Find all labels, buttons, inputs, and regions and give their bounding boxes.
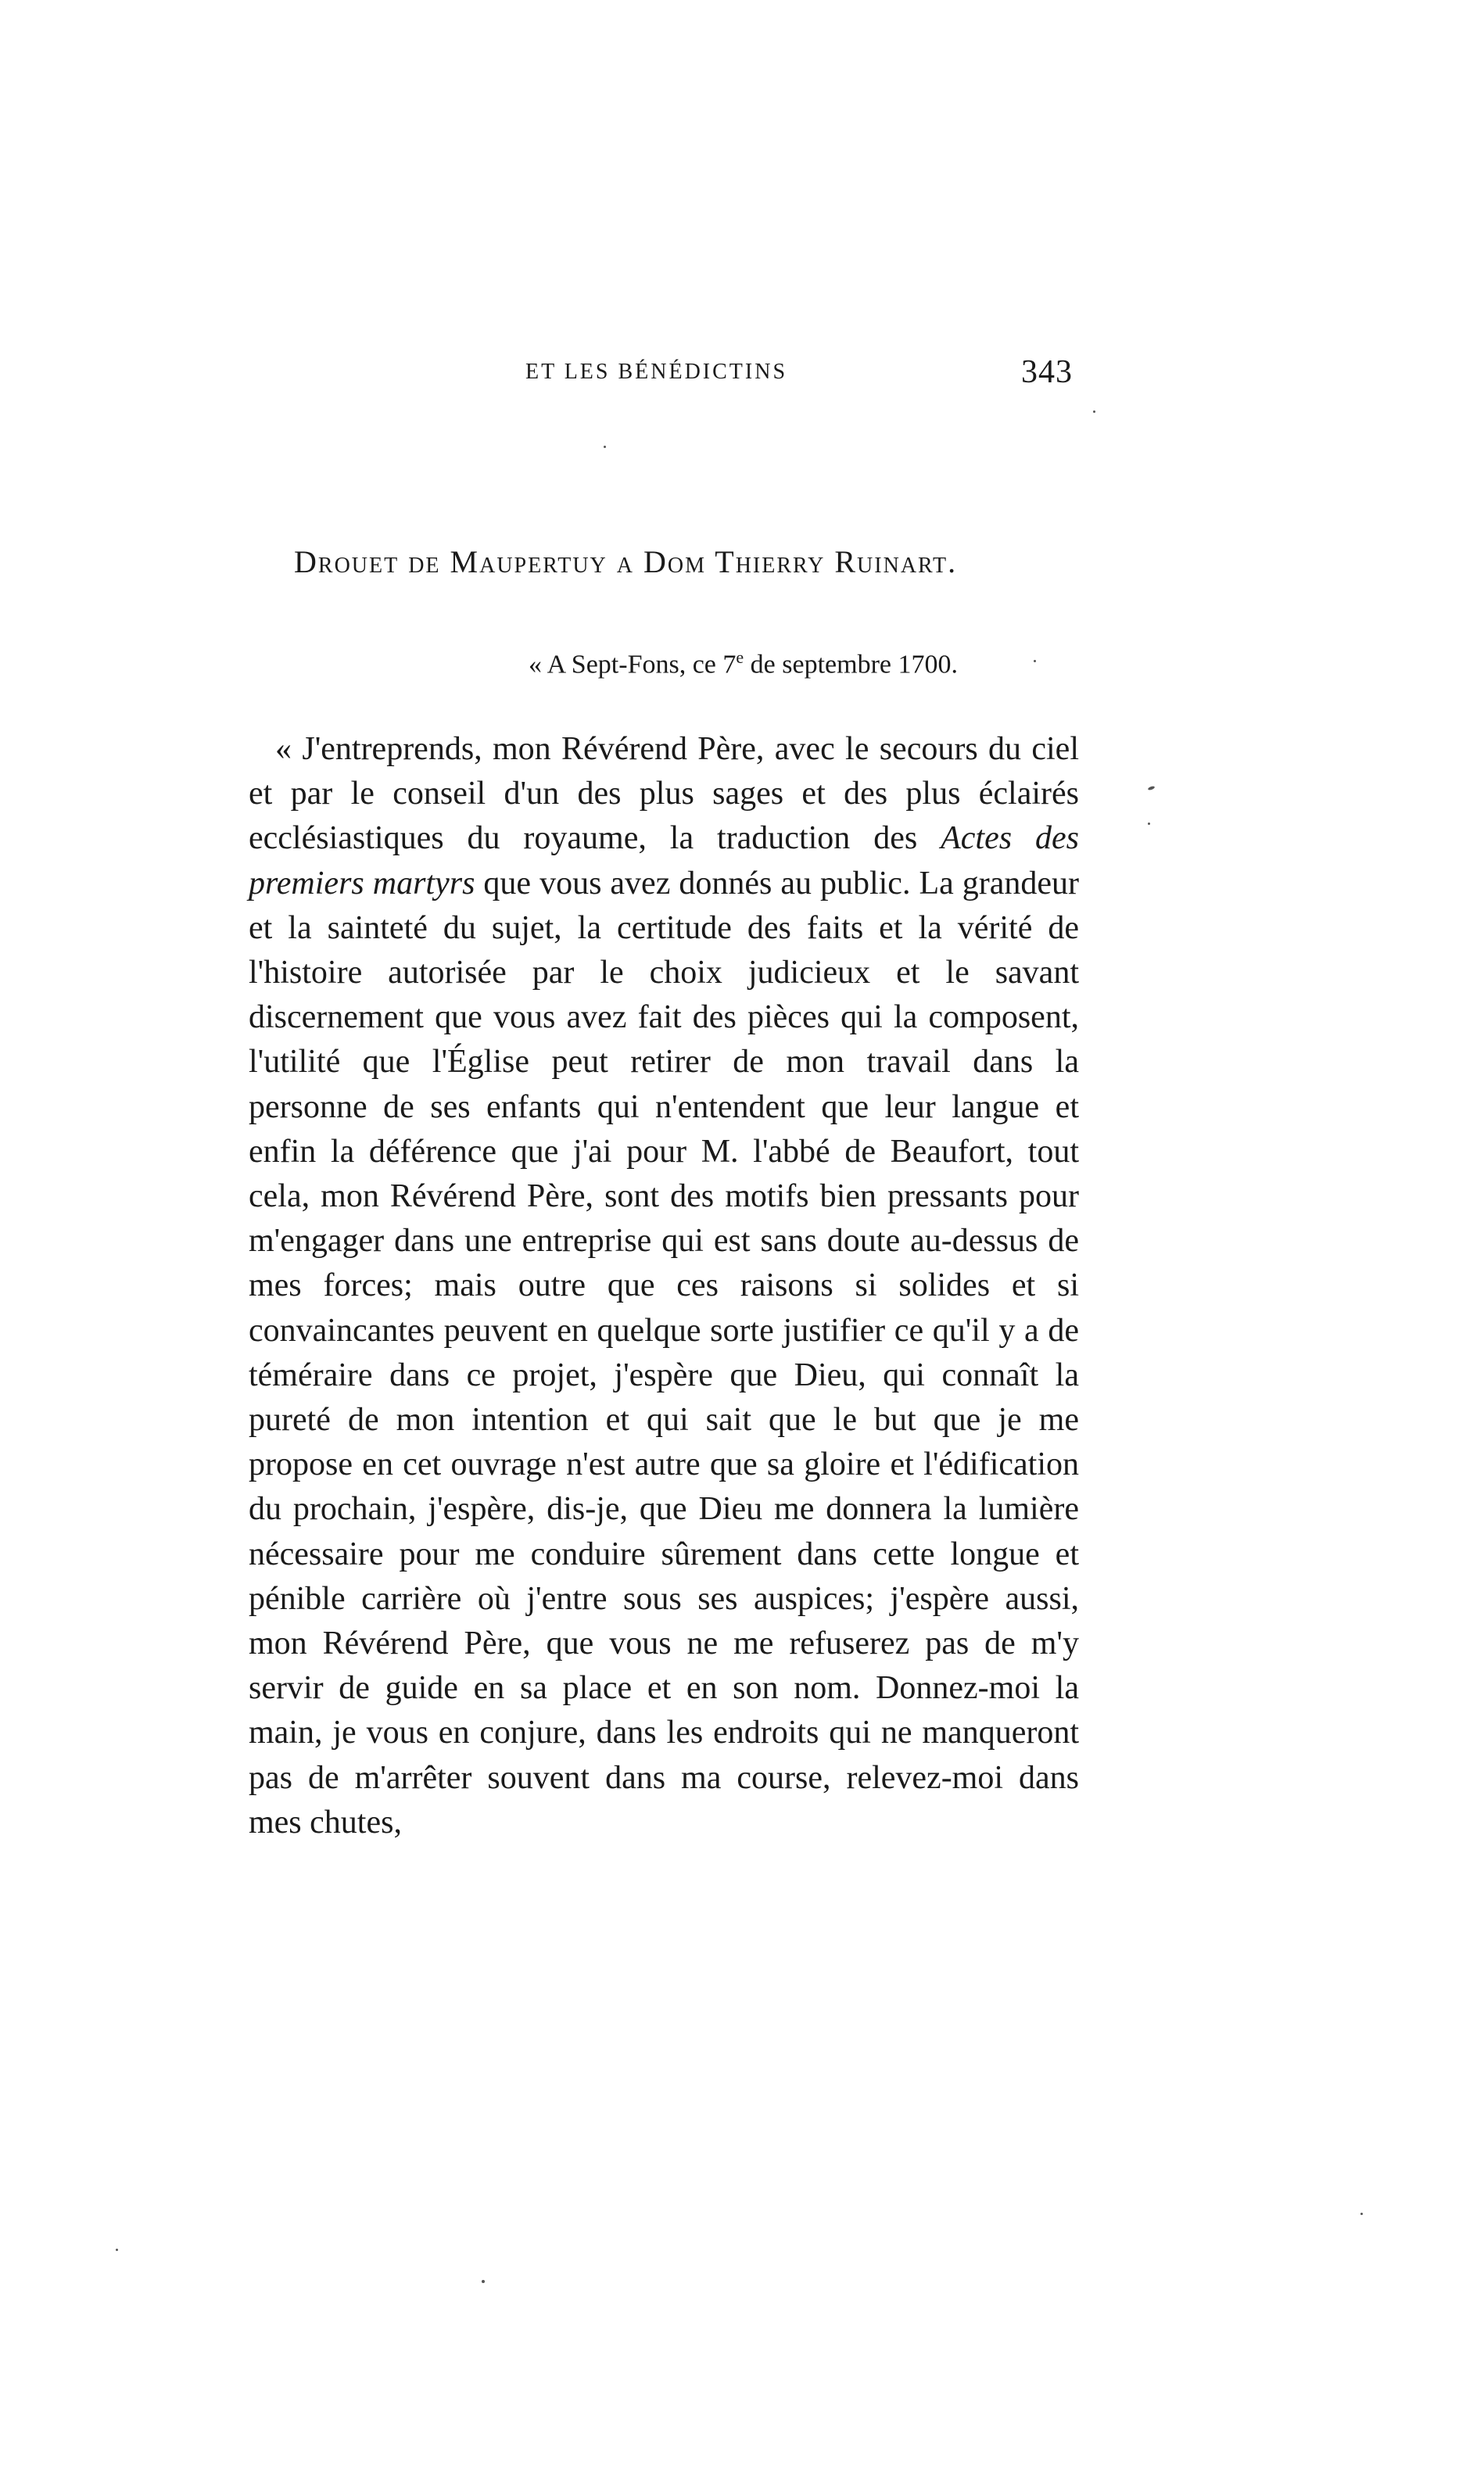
scan-speck bbox=[1148, 823, 1150, 825]
dateline-suffix: de septembre 1700. bbox=[744, 650, 958, 679]
scan-speck bbox=[604, 446, 606, 448]
scan-speck bbox=[1093, 410, 1095, 413]
letter-heading: Drouet de Maupertuy a Dom Thierry Ruinart. bbox=[294, 544, 958, 579]
scan-speck bbox=[1034, 660, 1036, 662]
body-text-part-1: « J'entreprends, mon Révérend Père, avec le secours du ciel et par le conseil d'un des plus sages et des plus éclairés ecclésiastiques du royaume, la traduction des bbox=[249, 731, 1079, 857]
book-title-italic: Actes des premiers martyrs bbox=[249, 820, 1079, 901]
letter-body bbox=[249, 727, 1079, 1845]
body-text-part-2: que vous avez donnés au public. La grandeur et la sainteté du sujet, la certitude des faits et la vérité de l'histoire autorisée par le choix judicieux et le savant discernement que vous avez fait des pièces qui la composent, l'utilité que l'Église peut retirer de mon travail dans la personne de ses enfants qui n'entendent que leur langue et enfin la déférence que j'ai pour M. l'abbé de Beaufort, tout cela, mon Révérend Père, sont des motifs bien pressants pour m'engager dans une entreprise qui est sans doute au-dessus de mes forces; mais outre que ces raisons si solides et si convaincantes peuvent en quelque sorte justifier ce qu'il y a de téméraire dans ce projet, j'espère que Dieu, qui connaît la pureté de mon intention et qui sait que le but que je me propose en cet ouvrage n'est autre que sa gloire et l'édification du prochain, j'espère, dis-je, que Dieu me donnera la lumière nécessaire pour me conduire sûrement dans cette longue et pénible carrière où j'entre sous ses auspices; j'espère aussi, mon Révérend Père, que vous ne me refuserez pas de m'y servir de guide en sa place et en son nom. Donnez-moi la main, je vous en conjure, dans les endroits qui ne manqueront pas de m'arrêter souvent dans ma course, relevez-moi dans mes chutes, bbox=[249, 865, 1079, 1841]
scan-speck bbox=[1148, 786, 1156, 791]
scan-speck bbox=[482, 2280, 485, 2283]
dateline-prefix: « A Sept-Fons, ce 7 bbox=[529, 650, 737, 679]
letter-dateline bbox=[529, 647, 958, 679]
scan-speck bbox=[1360, 2213, 1363, 2215]
running-title: ET LES BÉNÉDICTINS bbox=[525, 360, 788, 384]
dateline-superscript: e bbox=[736, 647, 744, 667]
running-head bbox=[0, 353, 1484, 400]
scan-speck bbox=[116, 2249, 118, 2251]
page-number: 343 bbox=[1021, 354, 1073, 390]
